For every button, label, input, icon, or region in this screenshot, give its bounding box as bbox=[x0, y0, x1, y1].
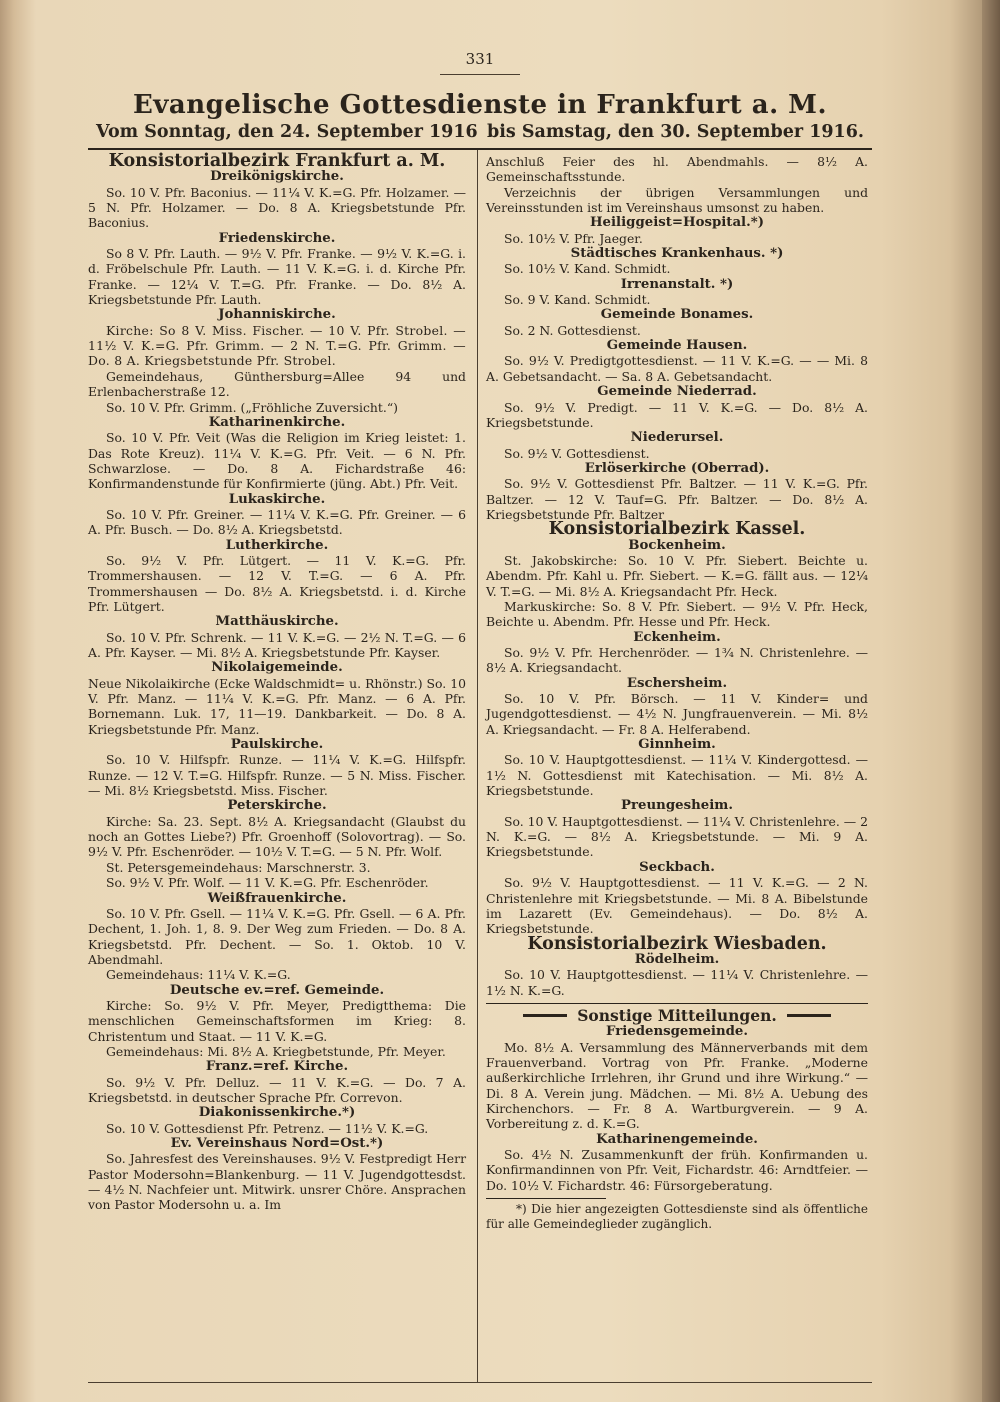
service-text: So. Jahresfest des Vereinshauses. 9½ V. Festpredigt Herr Pastor Modersohn=Blankenburg. — 11 V. Jugendgottesdst. — 4½ N. Nachfeier unt. Mitwirk. unsrer Chöre. Ansprachen von Pastor Modersohn u. a. Im bbox=[88, 1151, 466, 1213]
church-heading: Johanniskirche. bbox=[218, 307, 336, 323]
service-text: Markuskirche: So. 8 V. Pfr. Siebert. — 9½ V. Pfr. Heck, Beichte u. Abendm. Pfr. Hesse und Pfr. Heck. bbox=[486, 598, 868, 630]
page-title: Evangelische Gottesdienste in Frankfurt a. M. bbox=[132, 90, 828, 120]
service-text: Mo. 8½ A. Versammlung des Männerverbands mit dem Frauenverband. Vortrag von Pfr. Franke. „Moderne außerkirchliche Irrlehren, ihr Grund und ihre Wirkung.“ — Di. 8 A. Verein jung. Mädchen. — Mi. 8½ A. Uebung des Kirchenchors. — Fr. 8 A. Wartburgverein. — 9 A. Vorbereitung z. d. K.=G. bbox=[486, 1039, 868, 1132]
service-text: Kirche: So 8 V. Miss. Fischer. — 10 V. Pfr. Strobel. — 11½ V. K.=G. Pfr. Grimm. — 2 N. T.=G. Pfr. Grimm. — Do. 8 A. Kriegsbetstunde Pfr. Strobel. bbox=[88, 322, 466, 369]
church-heading: Niederursel. bbox=[630, 430, 724, 446]
service-text: So. 9½ V. Pfr. Wolf. — 11 V. K.=G. Pfr. Eschenröder. bbox=[106, 875, 429, 891]
service-location: St. Petersgemeindehaus: Marschnerstr. 3. bbox=[106, 859, 371, 875]
service-text: So. 10 V. Hauptgottesdienst. — 11¼ V. Christenlehre. — 2 N. K.=G. — 8½ A. Kriegsbetstunde. — Mi. 9 A. Kriegsbetstunde. bbox=[486, 813, 868, 860]
service-text: Kirche: Sa. 23. Sept. 8½ A. Kriegsandacht (Glaubst du noch an Gottes Liebe?) Pfr. Groenhoff (Solovortrag). — So. 9½ V. Pfr. Eschenröder. — 10½ V. T.=G. — 5 N. Pfr. Wolf. bbox=[88, 813, 466, 860]
church-heading: Katharinenkirche. bbox=[208, 414, 346, 430]
date-range-end: bis Samstag, den 30. September 1916. bbox=[487, 122, 864, 142]
heading-bar-right bbox=[787, 1014, 831, 1017]
page-number-rule bbox=[440, 74, 520, 75]
service-text: So. 10 V. Gottesdienst Pfr. Petrenz. — 11½ V. K.=G. bbox=[106, 1120, 429, 1136]
service-text: So. 9½ V. Predigtgottesdienst. — 11 V. K.=G. — — Mi. 8 A. Gebetsandacht. — Sa. 8 A. Gebetsandacht. bbox=[486, 353, 868, 384]
service-text: So. 10 V. Pfr. Gsell. — 11¼ V. K.=G. Pfr. Gsell. — 6 A. Pfr. Dechent, 1. Joh. 1, 8. 9. Der Weg zum Frieden. — Do. 8 A. Kriegsbetstd. Pfr. Dechent. — So. 1. Oktob. 10 V. Abendmahl. bbox=[88, 905, 466, 967]
service-text: So. 10 V. Hauptgottesdienst. — 11¼ V. Christenlehre. — 1½ N. K.=G. bbox=[486, 967, 868, 998]
service-location: Gemeindehaus, Günthersburg=Allee 94 und Erlenbacherstraße 12. bbox=[88, 368, 466, 400]
mitteilungen-heading: Sonstige Mitteilungen. bbox=[577, 1005, 777, 1025]
church-heading: Erlöserkirche (Oberrad). bbox=[584, 460, 770, 476]
continuation-text: Anschluß Feier des hl. Abendmahls. — 8½ A. Gemeinschaftsstunde. bbox=[486, 154, 868, 185]
church-heading: Katharinengemeinde. bbox=[596, 1131, 758, 1147]
service-text: So. 10½ V. Kand. Schmidt. bbox=[504, 261, 671, 277]
church-heading: Lukaskirche. bbox=[228, 491, 326, 507]
church-heading: Ginnheim. bbox=[638, 737, 716, 753]
service-text: So. 9½ V. Gottesdienst. bbox=[504, 445, 650, 461]
church-heading: Friedensgemeinde. bbox=[605, 1024, 749, 1040]
service-text: So 8 V. Pfr. Lauth. — 9½ V. Pfr. Franke. — 9½ V. K.=G. i. d. Fröbelschule Pfr. Lauth. — 11 V. K.=G. i. d. Kirche Pfr. Franke. — 12¼ V. T.=G. Pfr. Franke. — Do. 8½ A. Kriegsbetstunde Pfr. Lauth. bbox=[88, 246, 466, 308]
book-edge bbox=[982, 0, 1000, 1402]
church-heading: Bockenheim. bbox=[628, 537, 726, 553]
service-text: So. 10 V. Pfr. Börsch. — 11 V. Kinder= und Jugendgottesdienst. — 4½ N. Jungfrauenverein. — Mi. 8½ A. Kriegsandacht. — Fr. 8 A. Helferabend. bbox=[486, 691, 868, 737]
church-heading: Dreikönigskirche. bbox=[210, 169, 344, 185]
heading-bar-left bbox=[523, 1014, 567, 1017]
service-text: Kirche: So. 9½ V. Pfr. Meyer, Predigtthema: Die menschlichen Gemeinschaftsformen im Krieg: 8. Christentum und Staat. — 11 V. K.=G. bbox=[88, 997, 466, 1044]
church-heading: Diakonissenkirche.*) bbox=[198, 1105, 356, 1121]
section-rule bbox=[486, 1003, 868, 1004]
church-heading: Rödelheim. bbox=[634, 951, 720, 967]
service-text: So. 9½ V. Gottesdienst Pfr. Baltzer. — 11 V. K.=G. Pfr. Baltzer. — 12 V. Tauf=G. Pfr. Baltzer. — Do. 8½ A. Kriegsbetstunde Pfr. Baltzer bbox=[486, 476, 868, 522]
service-text: So. 9½ V. Pfr. Herchenröder. — 1¾ N. Christenlehre. — 8½ A. Kriegsandacht. bbox=[486, 645, 868, 676]
service-text: Neue Nikolaikirche (Ecke Waldschmidt= u. Rhönstr.) So. 10 V. Pfr. Manz. — 11¼ V. K.=G. Pfr. Manz. — 6 A. Pfr. Bornemann. Luk. 17, 11—19. Dankbarkeit. — Do. 8 A. Kriegsbetstunde Pfr. Manz. bbox=[88, 675, 466, 737]
footnote-rule bbox=[486, 1198, 606, 1199]
church-heading: Friedenskirche. bbox=[218, 230, 336, 246]
service-location: Gemeindehaus: 11¼ V. K.=G. bbox=[106, 967, 291, 983]
service-text: So. 10 V. Pfr. Grimm. („Fröhliche Zuversicht.“) bbox=[106, 399, 398, 415]
district-heading-kassel: Konsistorialbezirk Kassel. bbox=[548, 519, 806, 540]
church-heading: Ev. Vereinshaus Nord=Ost.*) bbox=[170, 1136, 384, 1151]
church-heading: Weißfrauenkirche. bbox=[207, 890, 347, 906]
church-heading: Gemeinde Hausen. bbox=[606, 338, 748, 354]
church-heading: Gemeinde Bonames. bbox=[600, 307, 754, 323]
service-text: So. 10 V. Pfr. Schrenk. — 11 V. K.=G. — 2½ N. T.=G. — 6 A. Pfr. Kayser. — Mi. 8½ A. Kriegsbetstunde Pfr. Kayser. bbox=[88, 629, 466, 660]
service-text: So. 2 N. Gottesdienst. bbox=[504, 322, 641, 338]
service-text: So. 9 V. Kand. Schmidt. bbox=[504, 292, 651, 308]
date-range-start: Vom Sonntag, den 24. September 1916 bbox=[96, 122, 478, 142]
church-heading: Peterskirche. bbox=[227, 798, 327, 814]
service-text: So. 10 V. Pfr. Greiner. — 11¼ V. K.=G. Pfr. Greiner. — 6 A. Pfr. Busch. — Do. 8½ A. Kriegsbetstd. bbox=[88, 506, 466, 538]
church-heading: Franz.=ref. Kirche. bbox=[205, 1059, 349, 1075]
church-heading: Städtisches Krankenhaus. *) bbox=[570, 246, 784, 262]
left-column bbox=[88, 151, 466, 1213]
service-text: So. 10 V. Hilfspfr. Runze. — 11¼ V. K.=G. Hilfspfr. Runze. — 12 V. T.=G. Hilfspfr. Runze. — 5 N. Miss. Fischer. — Mi. 8½ Kriegsbetstd. Miss. Fischer. bbox=[88, 752, 466, 799]
note-text: Verzeichnis der übrigen Versammlungen und Vereinsstunden ist im Vereinshaus umsonst zu haben. bbox=[486, 184, 868, 216]
right-column bbox=[486, 154, 868, 1233]
service-text: So. 9½ V. Hauptgottesdienst. — 11 V. K.=G. — 2 N. Christenlehre mit Kriegsbetstunde. — Mi. 8 A. Bibelstunde im Lazarett (Ev. Gemeindehaus). — Do. 8½ A. Kriegsbetstunde. bbox=[486, 875, 868, 937]
mitteilungen-heading-block bbox=[486, 1005, 868, 1025]
newspaper-page bbox=[88, 44, 872, 1384]
header-rule bbox=[88, 148, 872, 150]
church-heading: Eckenheim. bbox=[633, 629, 721, 645]
church-heading: Preungesheim. bbox=[621, 798, 733, 814]
service-text: So. 10 V. Pfr. Baconius. — 11¼ V. K.=G. Pfr. Holzamer. — 5 N. Pfr. Holzamer. — Do. 8 A. Kriegsbetstunde Pfr. Baconius. bbox=[88, 184, 466, 231]
church-heading: Irrenanstalt. *) bbox=[620, 276, 734, 292]
church-heading: Heiliggeist=Hospital.*) bbox=[589, 215, 764, 231]
date-range bbox=[96, 122, 864, 142]
service-text: St. Jakobskirche: So. 10 V. Pfr. Siebert. Beichte u. Abendm. Pfr. Kahl u. Pfr. Siebert. — K.=G. fällt aus. — 12¼ V. T.=G. — Mi. 8½ A. Kriegsandacht Pfr. Heck. bbox=[486, 552, 868, 599]
church-heading: Lutherkirche. bbox=[225, 537, 329, 553]
column-divider bbox=[477, 150, 478, 1382]
district-heading-wiesbaden: Konsistorialbezirk Wiesbaden. bbox=[527, 933, 827, 954]
page-number: 331 bbox=[465, 50, 495, 68]
service-text: So. 9½ V. Predigt. — 11 V. K.=G. — Do. 8½ A. Kriegsbetstunde. bbox=[486, 399, 868, 430]
church-heading: Eschersheim. bbox=[626, 675, 728, 691]
service-text: So. 9½ V. Pfr. Lütgert. — 11 V. K.=G. Pfr. Trommershausen. — 12 V. T.=G. — 6 A. Pfr. Trommershausen — Do. 8½ A. Kriegsbetstd. i. d. Kirche Pfr. Lütgert. bbox=[88, 552, 466, 614]
church-heading: Seckbach. bbox=[639, 859, 715, 875]
church-heading: Nikolaigemeinde. bbox=[211, 660, 343, 676]
footnote: *) Die hier angezeigten Gottesdienste sind als öffentliche für alle Gemeindeglieder zugänglich. bbox=[486, 1202, 868, 1232]
district-heading-frankfurt: Konsistorialbezirk Frankfurt a. M. bbox=[108, 151, 446, 171]
service-text: So. 10 V. Hauptgottesdienst. — 11¼ V. Kindergottesd. — 1½ N. Gottesdienst mit Katechisation. — Mi. 8½ A. Kriegsbetstunde. bbox=[486, 752, 868, 799]
church-heading: Deutsche ev.=ref. Gemeinde. bbox=[169, 982, 385, 998]
church-heading: Paulskirche. bbox=[230, 737, 324, 753]
church-heading: Gemeinde Niederrad. bbox=[597, 384, 757, 400]
footer-rule bbox=[88, 1382, 872, 1383]
service-text: So. 4½ N. Zusammenkunft der früh. Konfirmanden u. Konfirmandinnen von Pfr. Veit, Fichardstr. 46: Arndtfeier. — Do. 10½ V. Fichardstr. 46: Fürsorgeberatung. bbox=[486, 1147, 868, 1193]
service-text: So. 10 V. Pfr. Veit (Was die Religion im Krieg leistet: 1. Das Rote Kreuz). 11¼ V. K.=G. Pfr. Veit. — 6 N. Pfr. Schwarzlose. — Do. 8 A. Fichardstraße 46: Konfirmandenstunde für Konfirmierte (jüng. Abt.) Pfr. Veit. bbox=[88, 430, 466, 492]
service-text: So. 10½ V. Pfr. Jaeger. bbox=[504, 230, 643, 246]
service-text: So. 9½ V. Pfr. Delluz. — 11 V. K.=G. — Do. 7 A. Kriegsbetstd. in deutscher Sprache Pfr. Correvon. bbox=[88, 1074, 466, 1105]
church-heading: Matthäuskirche. bbox=[215, 614, 339, 630]
service-location: Gemeindehaus: Mi. 8½ A. Kriegbetstunde, Pfr. Meyer. bbox=[106, 1043, 446, 1059]
